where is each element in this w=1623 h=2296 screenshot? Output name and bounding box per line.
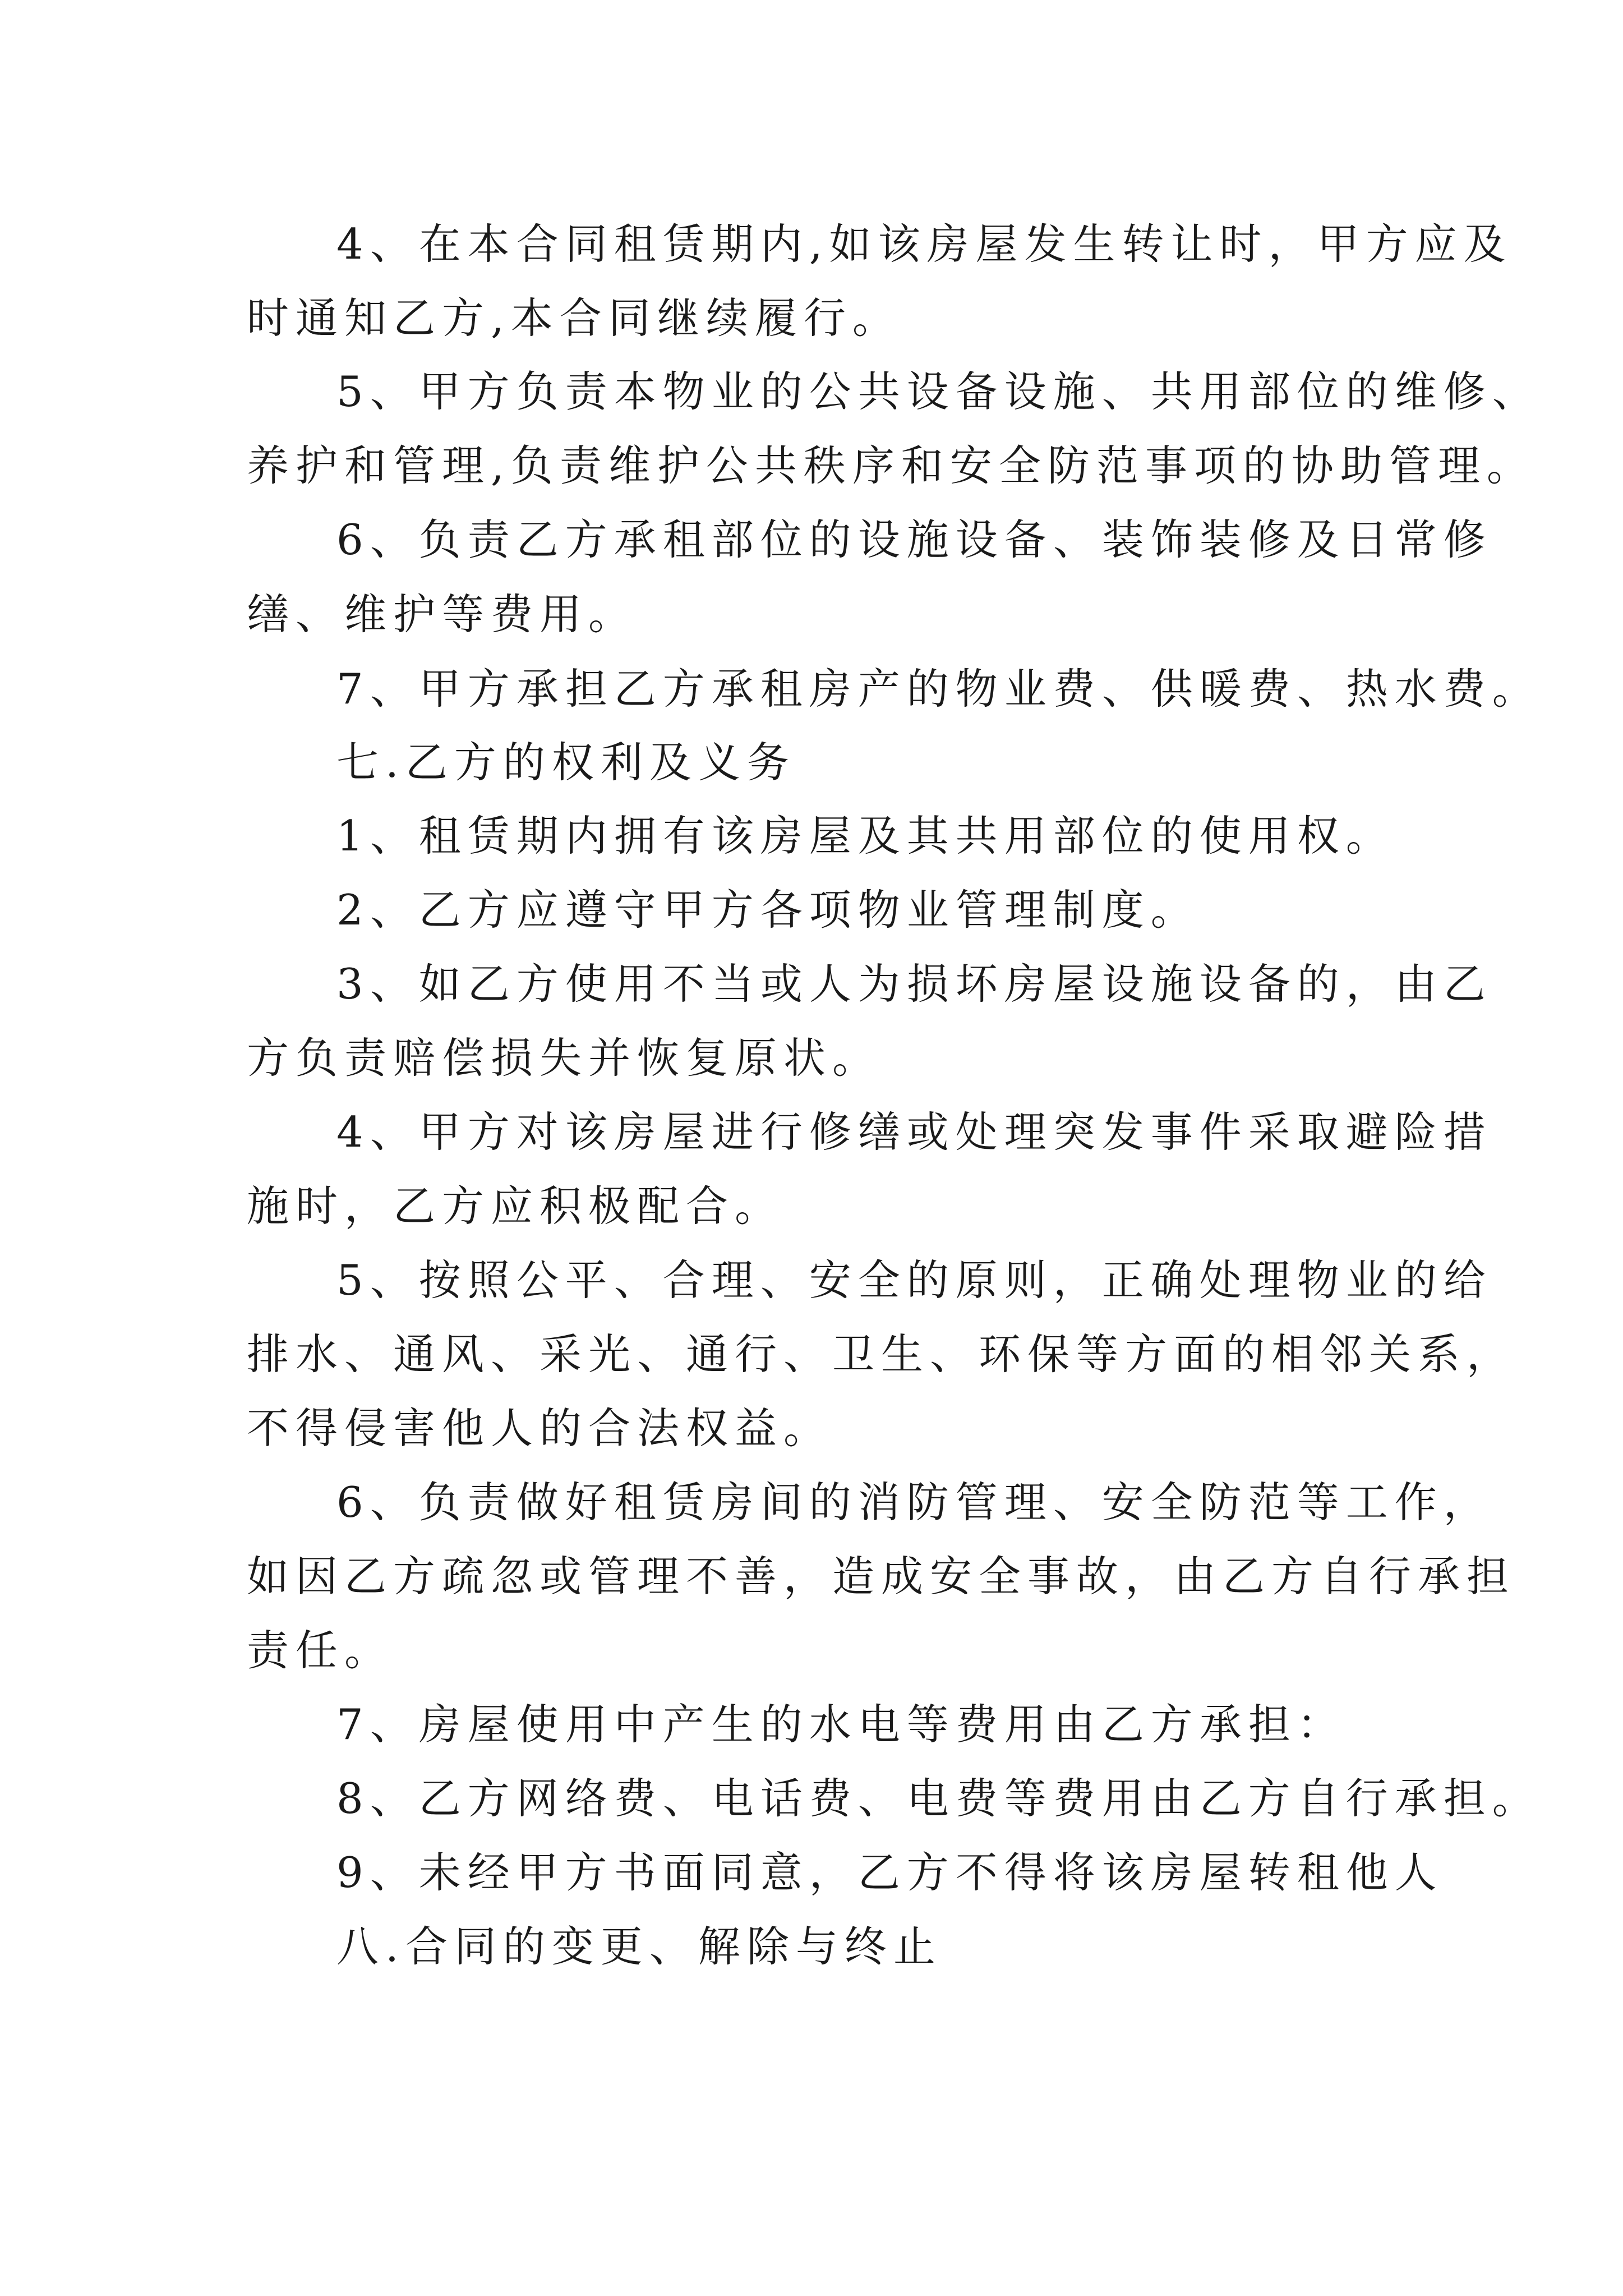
text-line: 5、按照公平、合理、安全的原则，正确处理物业的给 — [336, 1255, 1492, 1305]
text-line: 7、房屋使用中产生的水电等费用由乙方承担： — [336, 1700, 1346, 1749]
text-line: 6、负责做好租赁房间的消防管理、安全防范等工作， — [336, 1478, 1492, 1527]
text-line: 9、未经甲方书面同意，乙方不得将该房屋转租他人 — [336, 1848, 1444, 1897]
text-line: 施时，乙方应积极配合。 — [247, 1181, 784, 1231]
text-line: 7、甲方承担乙方承租房产的物业费、供暖费、热水费。 — [336, 664, 1541, 714]
text-line: 6、负责乙方承租部位的设施设备、装饰装修及日常修 — [336, 515, 1492, 564]
text-line: 5、甲方负责本物业的公共设备设施、共用部位的维修、 — [336, 367, 1541, 416]
text-line: 排水、通风、采光、通行、卫生、环保等方面的相邻关系， — [247, 1329, 1516, 1379]
text-line: 养护和管理,负责维护公共秩序和安全防范事项的协助管理。 — [247, 441, 1536, 490]
section-heading: 八.合同的变更、解除与终止 — [336, 1922, 942, 1971]
section-heading: 七.乙方的权利及义务 — [336, 738, 796, 787]
text-line: 责任。 — [247, 1626, 394, 1675]
text-line: 缮、维护等费用。 — [247, 590, 638, 639]
text-line: 不得侵害他人的合法权益。 — [247, 1404, 833, 1453]
text-line: 1、租赁期内拥有该房屋及其共用部位的使用权。 — [336, 811, 1395, 861]
text-line: 3、如乙方使用不当或人为损坏房屋设施设备的，由乙 — [336, 959, 1492, 1009]
text-line: 4、甲方对该房屋进行修缮或处理突发事件采取避险措 — [336, 1107, 1492, 1157]
text-line: 4、在本合同租赁期内,如该房屋发生转让时，甲方应及 — [336, 219, 1513, 269]
text-line: 8、乙方网络费、电话费、电费等费用由乙方自行承担。 — [336, 1774, 1541, 1823]
text-line: 如因乙方疏忽或管理不善，造成安全事故，由乙方自行承担 — [247, 1552, 1516, 1601]
text-line: 时通知乙方,本合同继续履行。 — [247, 293, 901, 343]
text-line: 方负责赔偿损失并恢复原状。 — [247, 1033, 882, 1083]
text-line: 2、乙方应遵守甲方各项物业管理制度。 — [336, 885, 1200, 935]
